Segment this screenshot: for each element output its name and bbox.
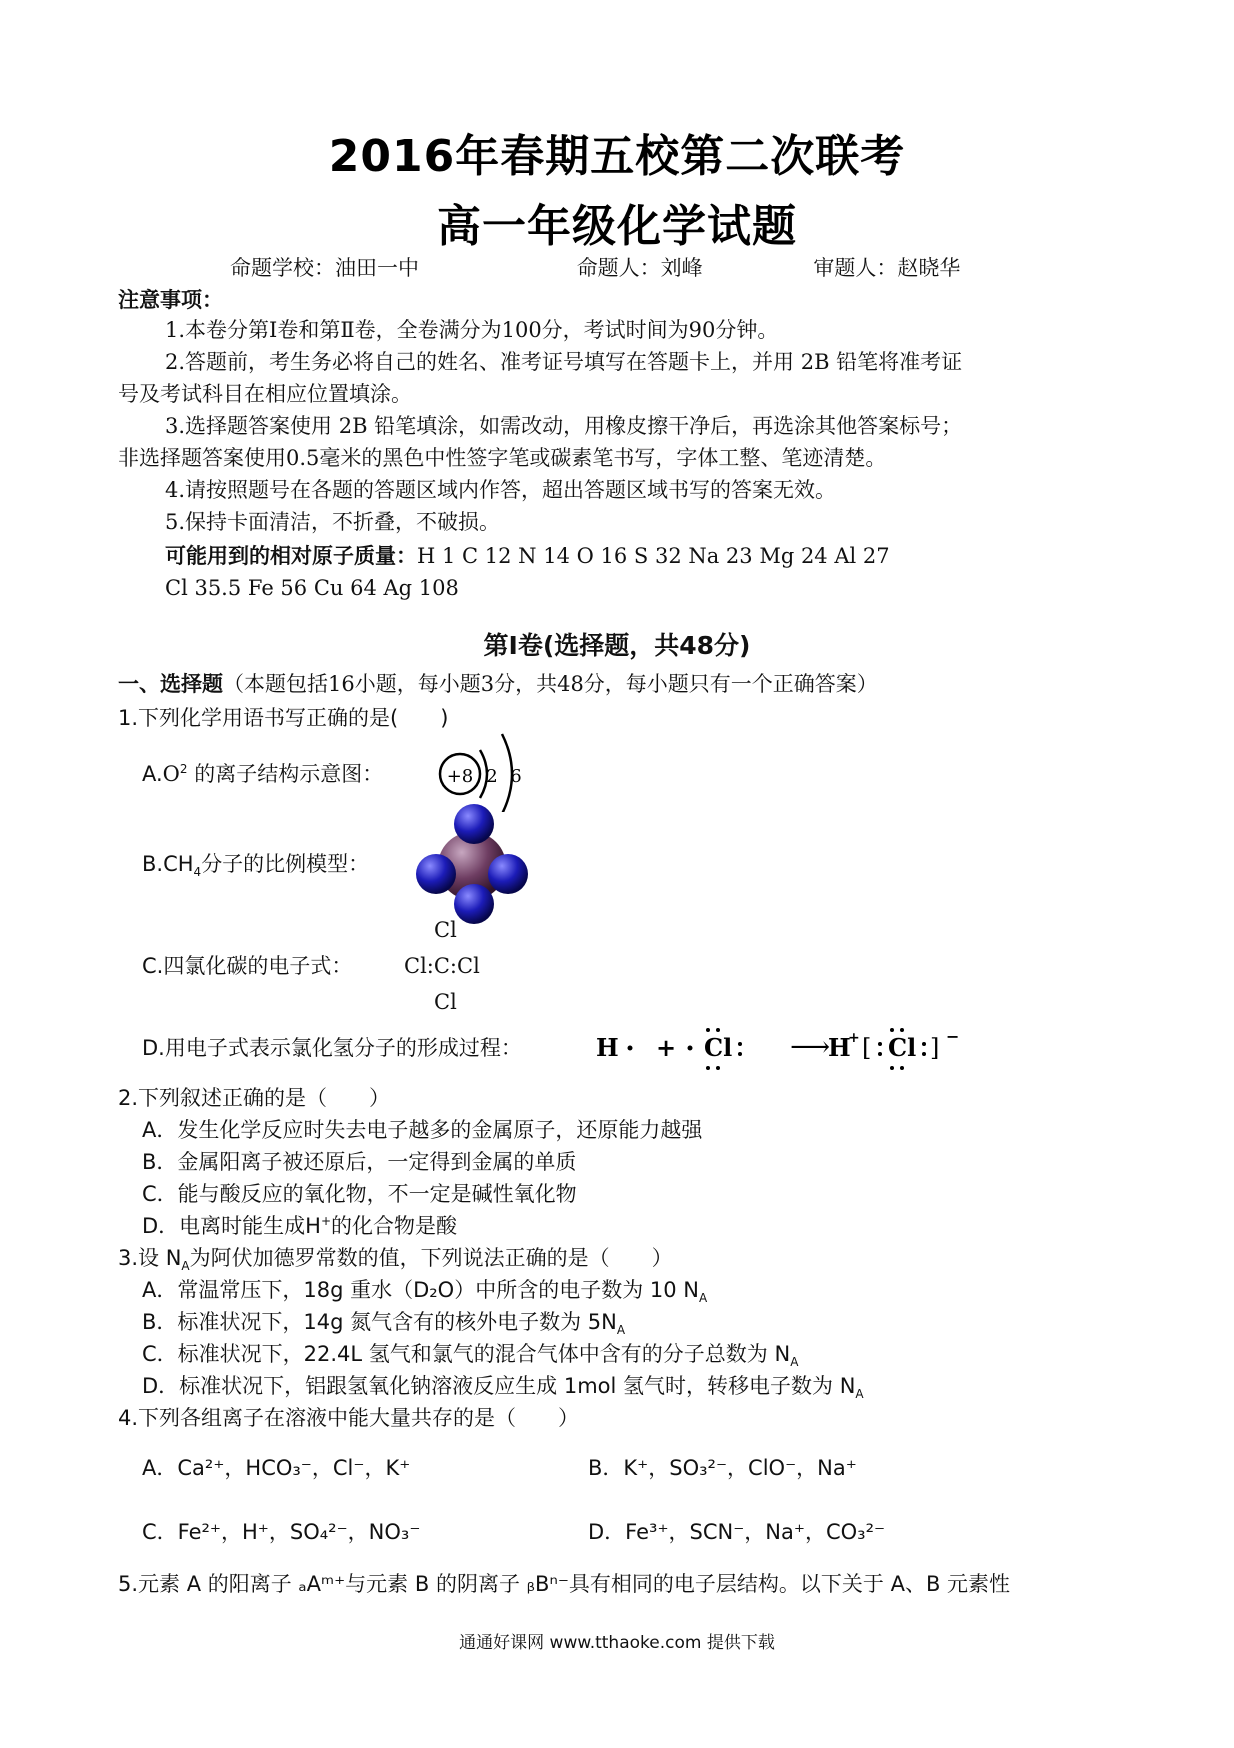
q3-stem-pre: 3.设 N <box>118 1246 182 1270</box>
q3-a-text: A．常温常压下，18g 重水（D₂O）中所含的电子数为 10 N <box>142 1278 699 1302</box>
q2-option-c: C．能与酸反应的氧化物，不一定是碱性氧化物 <box>142 1182 577 1206</box>
atomic-mass-line <box>165 544 890 569</box>
q2-stem: 2.下列叙述正确的是（ ） <box>118 1086 391 1110</box>
q2-option-a: A．发生化学反应时失去电子越多的金属原子，还原能力越强 <box>142 1118 703 1142</box>
q3-stem-sub: A <box>181 1259 190 1274</box>
notice-item-3: 3.选择题答案使用 2B 铅笔填涂，如需改动，用橡皮擦干净后，再选涂其他答案标号； <box>165 414 963 438</box>
atomic-mass-values-1: H 1 C 12 N 14 O 16 S 32 Na 23 Mg 24 Al 27 <box>417 544 890 568</box>
notice-item-2: 2.答题前，考生务必将自己的姓名、准考证号填写在答题卡上，并用 2B 铅笔将准考证 <box>165 350 963 374</box>
eq-cl-charge: − <box>946 1027 960 1046</box>
notice-item-3-cont: 非选择题答案使用0.5毫米的黑色中性签字笔或碳素笔书写，字体工整、笔迹清楚。 <box>118 446 887 470</box>
q5-stem: 5.元素 A 的阳离子 ₐAᵐ⁺与元素 B 的阴离子 ᵦBⁿ⁻具有相同的电子层结构。以下关于 A、B 元素性 <box>118 1572 1011 1596</box>
hydrogen-atom-left <box>416 854 456 894</box>
q1-stem: 1.下列化学用语书写正确的是( ) <box>118 706 449 730</box>
q1-option-d: D.用电子式表示氯化氢分子的形成过程： <box>142 1036 522 1060</box>
footer-source: 通通好课网 www.tthaoke.com 提供下载 <box>459 1633 775 1653</box>
school: 命题学校：油田一中 <box>230 256 419 280</box>
q3-b-text: B．标准状况下，14g 氮气含有的核外电子数为 5N <box>142 1310 617 1334</box>
notice-item-2-cont: 号及考试科目在相应位置填涂。 <box>118 382 412 406</box>
notice-item-5: 5.保持卡面清洁，不折叠，不破损。 <box>165 510 501 534</box>
ccl4-bottom-cl: Cl <box>434 990 457 1014</box>
q4-stem: 4.下列各组离子在溶液中能大量共存的是（ ） <box>118 1406 580 1430</box>
ccl4-top-cl: Cl <box>434 918 457 942</box>
eq-h-atom: H <box>596 1033 619 1062</box>
eq-plus: + <box>656 1033 677 1062</box>
eq-arrow: ⟶ <box>790 1030 831 1063</box>
hydrogen-atom-bottom <box>454 884 494 924</box>
exam-title: 2016年春期五校第二次联考 <box>328 131 906 182</box>
credits-line <box>230 252 960 282</box>
q4-option-b: B．K⁺，SO₃²⁻，ClO⁻，Na⁺ <box>588 1456 857 1480</box>
q2-option-b: B．金属阳离子被还原后，一定得到金属的单质 <box>142 1150 577 1174</box>
atomic-mass-values-2: Cl 35.5 Fe 56 Cu 64 Ag 108 <box>165 576 459 600</box>
q4-option-c: C．Fe²⁺，H⁺，SO₄²⁻，NO₃⁻ <box>142 1520 421 1544</box>
electron-dot <box>688 1046 693 1051</box>
eq-h-ion: H <box>828 1033 851 1062</box>
q2-d-pre: D．电离时能生成H <box>142 1214 321 1238</box>
notice-heading: 注意事项： <box>118 288 223 312</box>
q1-a-label: A. <box>142 762 163 786</box>
q2-d-post: 的化合物是酸 <box>331 1214 458 1238</box>
ccl4-middle: Cl:C:Cl <box>404 954 480 978</box>
q1-option-c: C.四氯化碳的电子式： <box>142 954 353 978</box>
q3-stem <box>118 1246 673 1274</box>
author: 命题人：刘峰 <box>576 256 703 280</box>
q3-option-b <box>142 1310 625 1338</box>
shell-1-count: 2 <box>486 766 498 787</box>
q1-b-formula: B.CH <box>142 852 194 876</box>
q1-a-text: 的离子结构示意图： <box>194 762 384 786</box>
q1-b-sub: 4 <box>193 865 202 880</box>
q2-d-sup: + <box>320 1214 332 1228</box>
section-title: 第Ⅰ卷(选择题，共48分) <box>483 631 751 660</box>
ch4-space-filling-model <box>414 800 530 930</box>
section-heading: 一、选择题 <box>118 672 223 696</box>
section-desc: （本题包括16小题，每小题3分，共48分，每小题只有一个正确答案） <box>223 672 878 696</box>
eq-bracket-close: ] <box>930 1034 940 1062</box>
section-heading-line <box>118 672 878 697</box>
q3-d-text: D．标准状况下，铝跟氢氧化钠溶液反应生成 1mol 氢气时，转移电子数为 N <box>142 1374 856 1398</box>
notice-item-1: 1.本卷分第Ⅰ卷和第Ⅱ卷，全卷满分为100分，考试时间为90分钟。 <box>165 318 779 342</box>
exam-subtitle: 高一年级化学试题 <box>437 201 797 252</box>
q1-a-charge: 2 <box>179 762 188 776</box>
nucleus-charge: +8 <box>446 766 474 787</box>
q3-b-sub: A <box>616 1323 626 1338</box>
q1-a-ion: O <box>162 762 180 786</box>
q1-option-a <box>142 762 383 787</box>
eq-bracket-open: [ <box>862 1034 872 1062</box>
q3-option-d <box>142 1374 864 1402</box>
q2-option-d <box>142 1214 457 1239</box>
shell-2-count: 6 <box>510 766 522 787</box>
eq-cl-ion: Cl <box>888 1033 917 1062</box>
q4-option-d: D．Fe³⁺，SCN⁻，Na⁺，CO₃²⁻ <box>588 1520 886 1544</box>
electron-dot <box>628 1046 633 1051</box>
q4-option-a: A．Ca²⁺，HCO₃⁻，Cl⁻，K⁺ <box>142 1456 411 1480</box>
q1-b-text: 分子的比例模型： <box>201 852 370 876</box>
q3-d-sub: A <box>855 1387 864 1402</box>
hcl-formation-equation <box>590 1016 980 1076</box>
eq-h-charge: + <box>848 1030 860 1046</box>
q3-c-text: C．标准状况下，22.4L 氢气和氯气的混合气体中含有的分子总数为 N <box>142 1342 791 1366</box>
hydrogen-atom-right <box>488 854 528 894</box>
q3-option-a <box>142 1278 707 1306</box>
oxygen-ion-diagram <box>436 722 536 812</box>
q3-stem-post: 为阿伏加德罗常数的值，下列说法正确的是（ ） <box>189 1246 673 1270</box>
q3-a-sub: A <box>699 1291 708 1306</box>
q3-option-c <box>142 1342 798 1370</box>
q3-c-sub: A <box>790 1355 799 1370</box>
q1-option-b <box>142 852 369 880</box>
notice-item-4: 4.请按照题号在各题的答题区域内作答，超出答题区域书写的答案无效。 <box>165 478 837 502</box>
eq-cl-atom: Cl <box>704 1033 733 1062</box>
hydrogen-atom-top <box>454 804 494 844</box>
reviewer: 审题人：赵晓华 <box>813 256 961 280</box>
atomic-mass-label: 可能用到的相对原子质量： <box>165 544 417 568</box>
